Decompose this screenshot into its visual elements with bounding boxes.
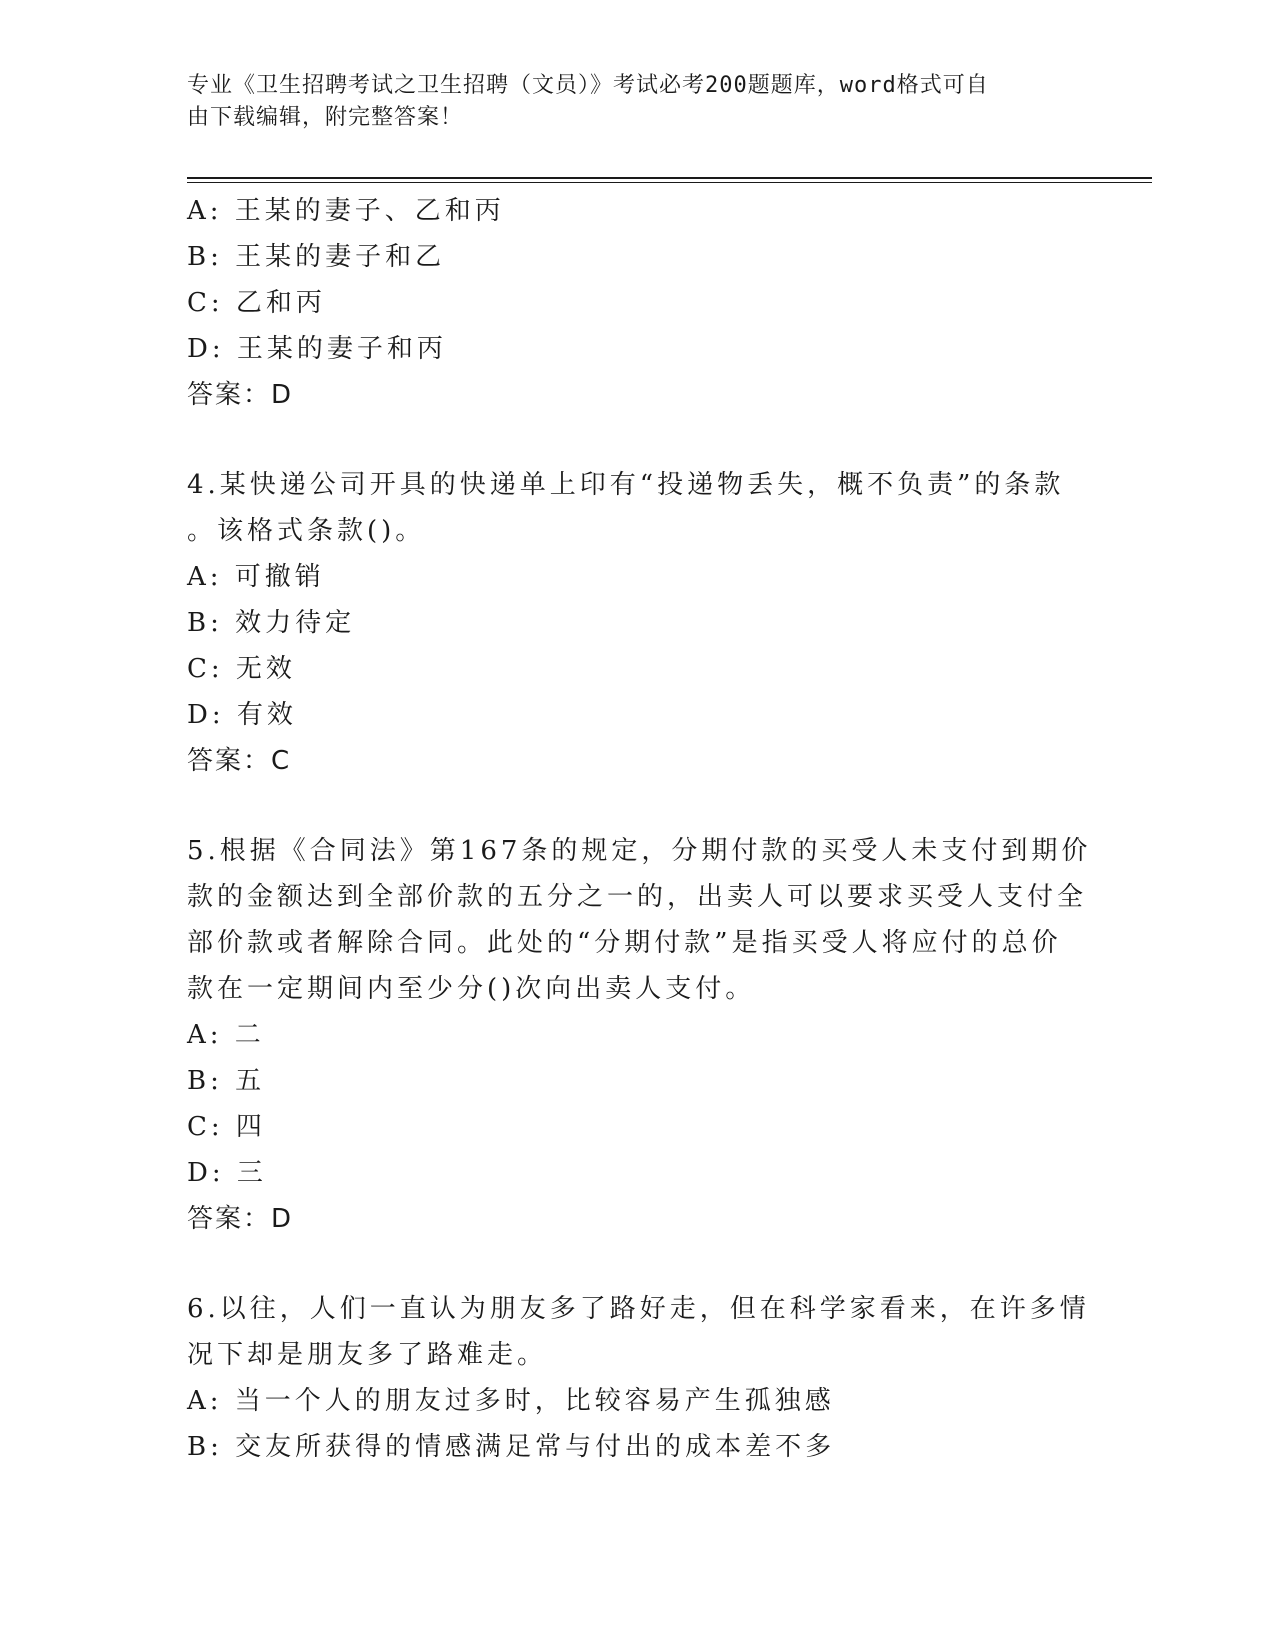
header-line-2: 由下载编辑，附完整答案！: [187, 105, 464, 130]
stem-line: 6.以往，人们一直认为朋友多了路好走，但在科学家看来，在许多情: [187, 1294, 1090, 1324]
answer: 答案：C: [187, 746, 292, 776]
option-c: C: 四: [187, 1112, 266, 1142]
option-d: D: 王某的妻子和丙: [187, 334, 447, 364]
stem-line: 款的金额达到全部价款的五分之一的，出卖人可以要求买受人支付全: [187, 882, 1088, 912]
option-b: B: 效力待定: [187, 608, 356, 638]
option-a: A: 当一个人的朋友过多时，比较容易产生孤独感: [187, 1386, 835, 1416]
option-d: D: 有效: [187, 700, 297, 730]
question-3: [187, 188, 1067, 418]
question-list: [187, 188, 1092, 1470]
option-b: B: 五: [187, 1066, 266, 1096]
question-5: [187, 828, 1092, 1242]
option-b: B: 交友所获得的情感满足常与付出的成本差不多: [187, 1432, 836, 1462]
question-4: [187, 462, 1067, 784]
stem-line: 况下却是朋友多了路难走。: [187, 1340, 548, 1370]
stem-line: 款在一定期间内至少分()次向出卖人支付。: [187, 974, 756, 1004]
stem-line: 5.根据《合同法》第167条的规定，分期付款的买受人未支付到期价: [187, 836, 1092, 866]
option-a: A: 王某的妻子、乙和丙: [187, 196, 505, 226]
question-stem: [187, 828, 1092, 1012]
option-a: A: 二: [187, 1020, 265, 1050]
stem-line: 。该格式条款()。: [187, 516, 426, 546]
question-stem: [187, 462, 1065, 554]
stem-line: 4.某快递公司开具的快递单上印有“投递物丢失，概不负责”的条款: [187, 470, 1065, 500]
question-6: [187, 1286, 1090, 1470]
answer: 答案：D: [187, 380, 294, 410]
header-line-1: 专业《卫生招聘考试之卫生招聘（文员）》考试必考200题题库，word格式可自: [187, 73, 989, 98]
question-stem: [187, 1286, 1090, 1378]
header-divider-thick: [187, 177, 1152, 179]
answer: 答案：D: [187, 1204, 294, 1234]
option-b: B: 王某的妻子和乙: [187, 242, 446, 272]
option-d: D: 三: [187, 1158, 267, 1188]
document-header: [187, 70, 1067, 134]
stem-line: 部价款或者解除合同。此处的“分期付款”是指买受人将应付的总价: [187, 928, 1062, 958]
option-c: C: 乙和丙: [187, 288, 326, 318]
header-divider-thin: [187, 182, 1152, 183]
option-c: C: 无效: [187, 654, 296, 684]
option-a: A: 可撤销: [187, 562, 325, 592]
